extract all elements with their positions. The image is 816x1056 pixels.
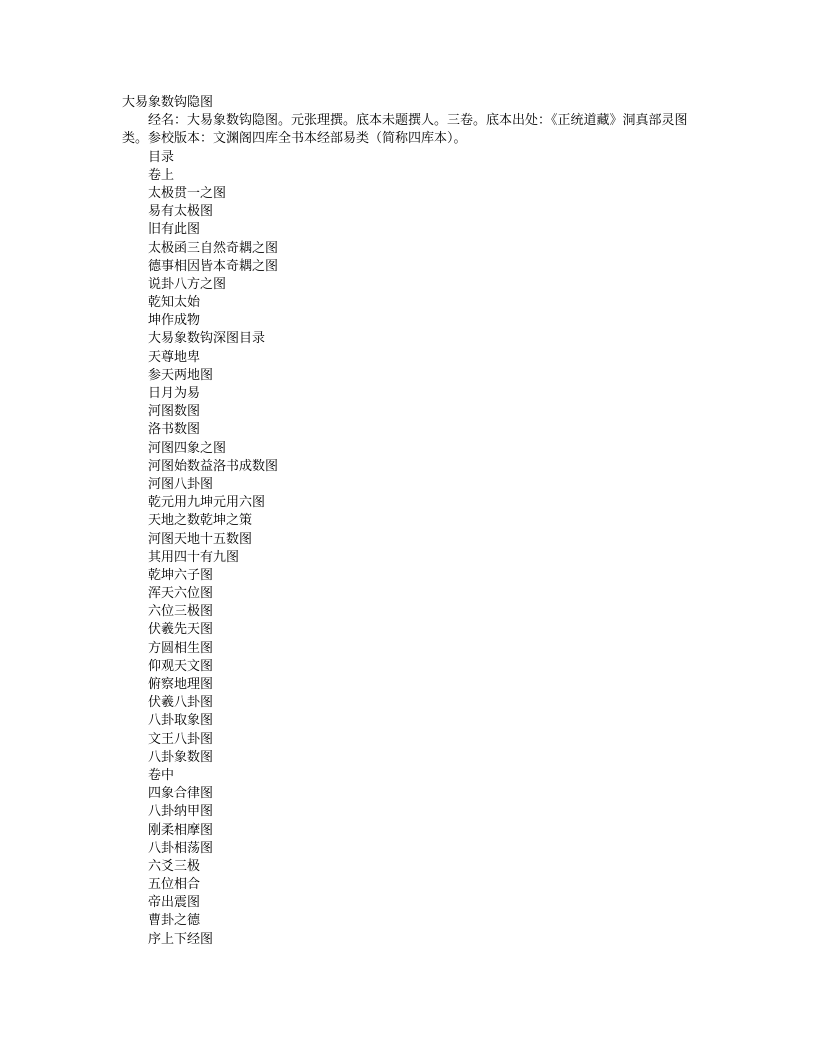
toc-entry: 伏羲八卦图 — [148, 695, 214, 711]
toc-entry: 天尊地卑 — [148, 349, 201, 365]
toc-entry: 四象合律图 — [148, 786, 214, 802]
toc-entry: 洛书数图 — [148, 422, 201, 438]
toc-entry: 乾知太始 — [148, 295, 201, 311]
toc-entry: 仰观天文图 — [148, 658, 214, 674]
toc-entry: 六爻三极 — [148, 858, 201, 874]
toc-entry: 说卦八方之图 — [148, 276, 227, 292]
toc-entry: 卷中 — [148, 767, 175, 783]
toc-entry: 帝出震图 — [148, 895, 201, 911]
toc-entry: 浑天六位图 — [148, 586, 214, 602]
toc-entry: 八卦象数图 — [148, 749, 214, 765]
toc-entry: 卷上 — [148, 167, 175, 183]
toc-entry: 乾元用九坤元用六图 — [148, 495, 266, 511]
toc-entry: 太极贯一之图 — [148, 185, 227, 201]
toc-entry: 方圆相生图 — [148, 640, 214, 656]
toc-entry: 易有太极图 — [148, 204, 214, 220]
intro-paragraph: 经名：大易象数钩隐图。元张理撰。底本未题撰人。三卷。底本出处：《正统道藏》洞真部灵图类。参校版本：文渊阁四库全书本经部易类（简称四库本）。 — [122, 113, 688, 147]
toc-entry: 八卦取象图 — [148, 713, 214, 729]
toc-entry: 伏羲先天图 — [148, 622, 214, 638]
toc-entry: 俯察地理图 — [148, 677, 214, 693]
toc-entry: 八卦相荡图 — [148, 840, 214, 856]
toc-entry: 刚柔相摩图 — [148, 822, 214, 838]
document-page — [122, 94, 698, 949]
toc-heading: 目录 — [148, 149, 175, 165]
toc-entry: 文王八卦图 — [148, 731, 214, 747]
toc-entry: 河图四象之图 — [148, 440, 227, 456]
toc-entry: 五位相合 — [148, 877, 201, 893]
toc-entry: 六位三极图 — [148, 604, 214, 620]
toc-entry: 日月为易 — [148, 386, 201, 402]
toc-entry: 河图数图 — [148, 404, 201, 420]
toc-entry: 八卦纳甲图 — [148, 804, 214, 820]
toc-entry: 德事相因皆本奇耦之图 — [148, 258, 279, 274]
toc-entry: 太极函三自然奇耦之图 — [148, 240, 279, 256]
toc-entry: 大易象数钩深图目录 — [148, 331, 266, 347]
toc-entry: 参天两地图 — [148, 367, 214, 383]
toc-entry: 旧有此图 — [148, 222, 201, 238]
toc-entry: 乾坤六子图 — [148, 567, 214, 583]
document-title: 大易象数钩隐图 — [122, 95, 214, 110]
toc-entry: 河图八卦图 — [148, 476, 214, 492]
toc-entry: 坤作成物 — [148, 313, 201, 329]
toc-entry: 河图始数益洛书成数图 — [148, 458, 279, 474]
toc-entry: 天地之数乾坤之策 — [148, 513, 253, 529]
toc-entry: 序上下经图 — [148, 931, 214, 947]
toc-entry: 河图天地十五数图 — [148, 531, 253, 547]
toc-list — [122, 167, 698, 949]
toc-entry: 其用四十有九图 — [148, 549, 240, 565]
toc-entry: 曹卦之德 — [148, 913, 201, 929]
